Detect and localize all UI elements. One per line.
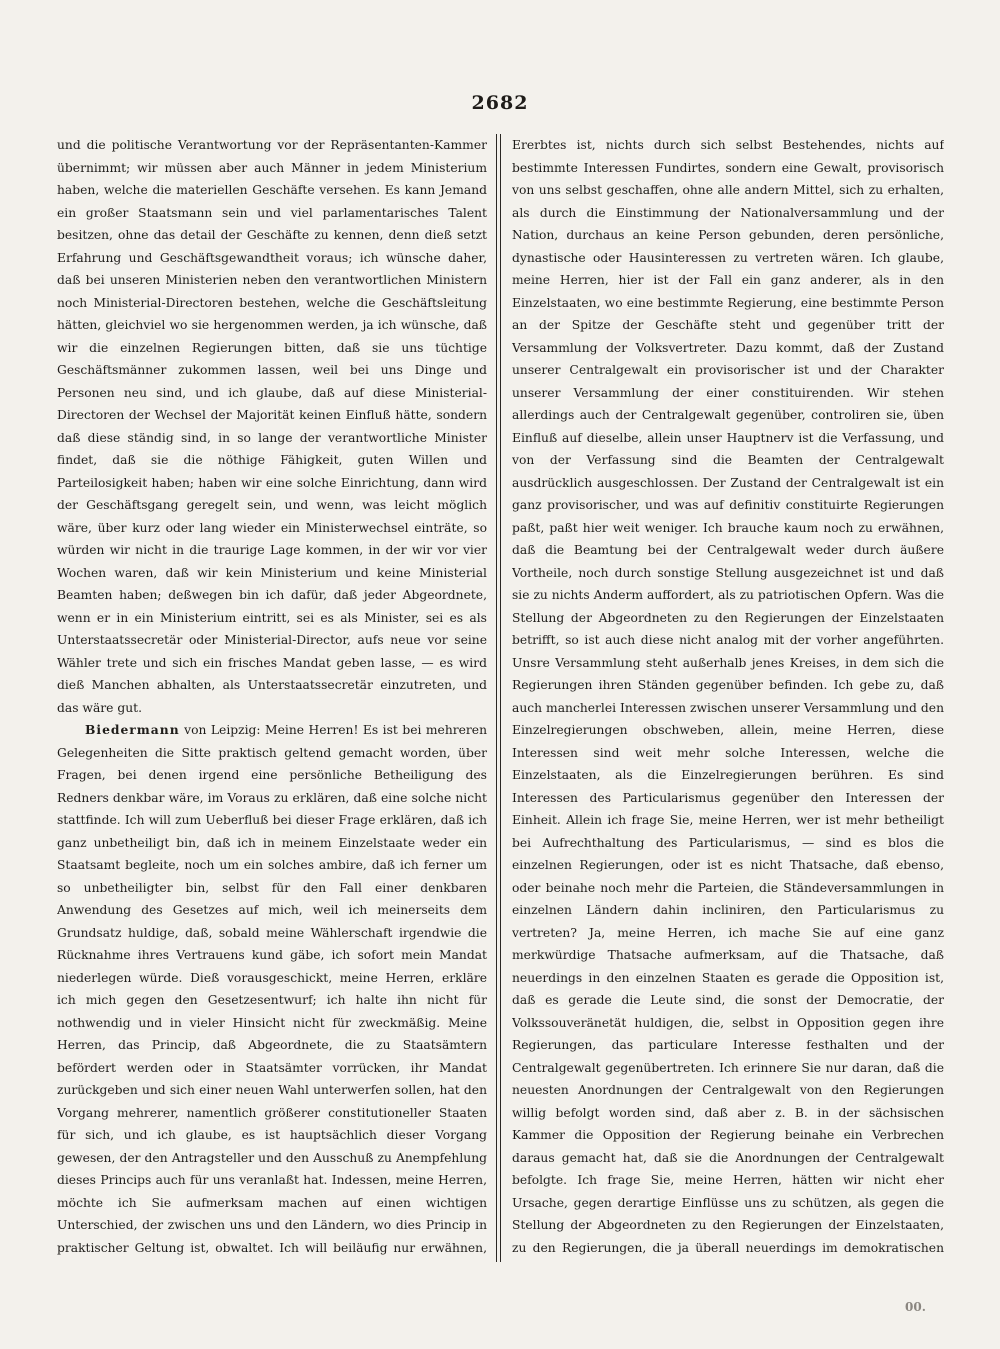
- page-number: 2682: [471, 92, 529, 114]
- speech-text: Meine Herren! Es ist bei mehreren Gelegenheiten die Sitte praktisch geltend gemacht worden, über Fragen, bei denen irgend eine persönliche Betheiligung des Redners denkbar wäre, im Voraus zu erklären, daß eine solche nicht stattfinde. Ich will zum Ueberfluß bei dieser Frage erklären, daß ich ganz unbetheiligt bin, daß ich in meinem Einzelstaate weder ein Staatsamt begleite, noch um ein solches ambire, daß ich ferner um so unbetheiligter bin, selbst für den Fall einer denkbaren Anwendung des Gesetzes auf mich, weil ich meinerseits dem Grundsatz huldige, daß, sobald meine Wählerschaft irgendwie die Rücknahme ihres Vertrauens kund gäbe, ich sofort mein Mandat niederlegen würde. Dieß vorausgeschickt, meine Herren, erkläre ich mich gegen den Gesetzesentwurf; ich halte ihn nicht für nothwendig und in vieler Hinsicht nicht für zweckmäßig. Meine Herren, das Princip, daß Abgeordnete, die zu Staatsämtern befördert werden oder in Staatsämter vorrücken, ihr Mandat zurückgeben und sich einer neuen Wahl unterwerfen sollen, hat den Vorgang mehrerer, namentlich größerer constitutioneller Staaten für sich, und ich glaube, es ist hauptsächlich dieser Vorgang gewesen, der den Antragsteller und den Ausschuß zu Anempfehlung dieses Princips auch für uns veranlaßt hat. Indessen, meine Herren, möchte ich Sie aufmerksam machen auf einen wichtigen Unterschied, der zwischen uns und den Ländern, wo dies Princip in praktischer Geltung ist, obwaltet. Ich will beiläufig nur erwähnen,: [57, 723, 487, 1255]
- speaker-name: Biedermann: [85, 722, 180, 737]
- speaker-origin: von Leipzig:: [179, 723, 266, 737]
- corner-mark: 00.: [905, 1300, 926, 1314]
- speech-biedermann: [57, 719, 487, 1264]
- paragraph-continuation: und die politische Verantwortung vor der Repräsentanten-Kammer übernimmt; wir müssen aber auch Männer in jedem Ministerium haben, welche die materiellen Geschäfte versehen. Es kann Jemand ein großer Staatsmann sein und viel parlamentarisches Talent besitzen, ohne das detail der Geschäfte zu kennen, denn dieß setzt Erfahrung und Geschäftsgewandtheit voraus; ich wünsche daher, daß bei unseren Ministerien neben den verantwortlichen Ministern noch Ministerial-Directoren bestehen, welche die Geschäftsleitung hätten, gleichviel wo sie hergenommen werden, ja ich wünsche, daß wir die einzelnen Regierungen bitten, daß sie uns tüchtige Geschäftsmänner zukommen lassen, weil bei uns Dinge und Personen neu sind, und ich glaube, daß auf diese Ministerial-Directoren der Wechsel der Majorität keinen Einfluß hätte, sondern daß diese ständig sind, in so lange der verantwortliche Minister findet, daß sie die nöthige Fähigkeit, guten Willen und Parteilosigkeit haben; haben wir eine solche Einrichtung, dann wird der Geschäftsgang geregelt sein, und wenn, was leicht möglich wäre, über kurz oder lang wieder ein Ministerwechsel einträte, so würden wir nicht in die traurige Lage kommen, in der wir vor vier Wochen waren, daß wir kein Ministerium und keine Ministerial Beamten haben; deßwegen bin ich dafür, daß jeder Abgeordnete, wenn er in ein Ministerium eintritt, sei es als Minister, sei es als Unterstaatssecretär oder Ministerial-Director, aufs neue vor seine Wähler trete und sich ein frisches Mandat geben lasse, — es wird dieß Manchen abhalten, als Unterstaatssecretär einzutreten, und das wäre gut.: [57, 138, 487, 715]
- column-divider: [496, 134, 501, 1262]
- right-column: [512, 134, 944, 1264]
- paragraph-continued: Ererbtes ist, nichts durch sich selbst Bestehendes, nichts auf bestimmte Interessen Fundirtes, sondern eine Gewalt, provisorisch von uns selbst geschaffen, ohne alle andern Mittel, sich zu erhalten, als durch die Einstimmung der Nationalversammlung und der Nation, durchaus an keine Person gebunden, deren persönliche, dynastische oder Hausinteressen zu vertreten wären. Ich glaube, meine Herren, hier ist der Fall ein ganz anderer, als in den Einzelstaaten, wo eine bestimmte Regierung, eine bestimmte Person an der Spitze der Geschäfte steht und gegenüber tritt der Versammlung der Volksvertreter. Dazu kommt, daß der Zustand unserer Centralgewalt ein provisorischer ist und der Charakter unserer Versammlung der einer constituirenden. Wir stehen allerdings auch der Centralgewalt gegenüber, controliren sie, üben Einfluß auf dieselbe, allein unser Hauptnerv ist die Verfassung, und von der Verfassung sind die Beamten der Centralgewalt ausdrücklich ausgeschlossen. Der Zustand der Centralgewalt ist ein ganz provisorischer, und was auf definitiv constituirte Regierungen paßt, paßt hier weit weniger. Ich brauche kaum noch zu erwähnen, daß die Beamtung bei der Centralgewalt weder durch äußere Vortheile, noch durch sonstige Stellung ausgezeichnet ist und daß sie zu nichts Anderm auffordert, als zu patriotischen Opfern. Was die Stellung der Abgeordneten zu den Regierungen der Einzelstaaten betrifft, so ist auch diese nicht analog mit der vorher angeführten. Unsre Versammlung steht außerhalb jenes Kreises, in dem sich die Regierungen ihren Ständen gegenüber befinden. Ich gebe zu, daß auch mancherlei Interessen zwischen unserer Versammlung und den Einzelregierungen obschweben, allein, meine Herren, diese Interessen sind weit mehr solche Interessen, welche die Einzelstaaten, als die Einzelregierungen berühren. Es sind Interessen des Particularismus gegenüber den Interessen der Einheit. Allein ich frage Sie, meine Herren, wer ist mehr betheiligt bei Aufrechthaltung des Particularismus, — sind es blos die einzelnen Regierungen, oder ist es nicht Thatsache, daß ebenso, oder beinahe noch mehr die Parteien, die Ständeversammlungen in einzelnen Ländern dahin incliniren, den Particularismus zu vertreten? Ja, meine Herren, ich mache Sie auf eine ganz merkwürdige Thatsache aufmerksam, auf die Thatsache, daß neuerdings in den einzelnen Staaten es gerade die Opposition ist, daß es gerade die Leute sind, die sonst der Democratie, der Volkssouveränetät huldigen, die, selbst in Opposition gegen ihre Regierungen, das particulare Interesse festhalten und der Centralgewalt gegenübertreten. Ich erinnere Sie nur daran, daß die neuesten Anordnungen der Centralgewalt von den Regierungen willig befolgt worden sind, daß aber z. B. in der sächsischen Kammer die Opposition der Regierung beinahe ein Verbrechen daraus gemacht hat, daß sie die Anordnungen der Centralgewalt befolgte. Ich frage Sie, meine Herren, hätten wir nicht eher Ursache, gegen derartige Einflüsse uns zu schützen, als gegen die Stellung der Abgeordneten zu den Regierungen der Einzelstaaten, zu den Regierungen, die ja überall neuerdings im demokratischen: [512, 138, 944, 1255]
- left-column: [57, 134, 487, 1264]
